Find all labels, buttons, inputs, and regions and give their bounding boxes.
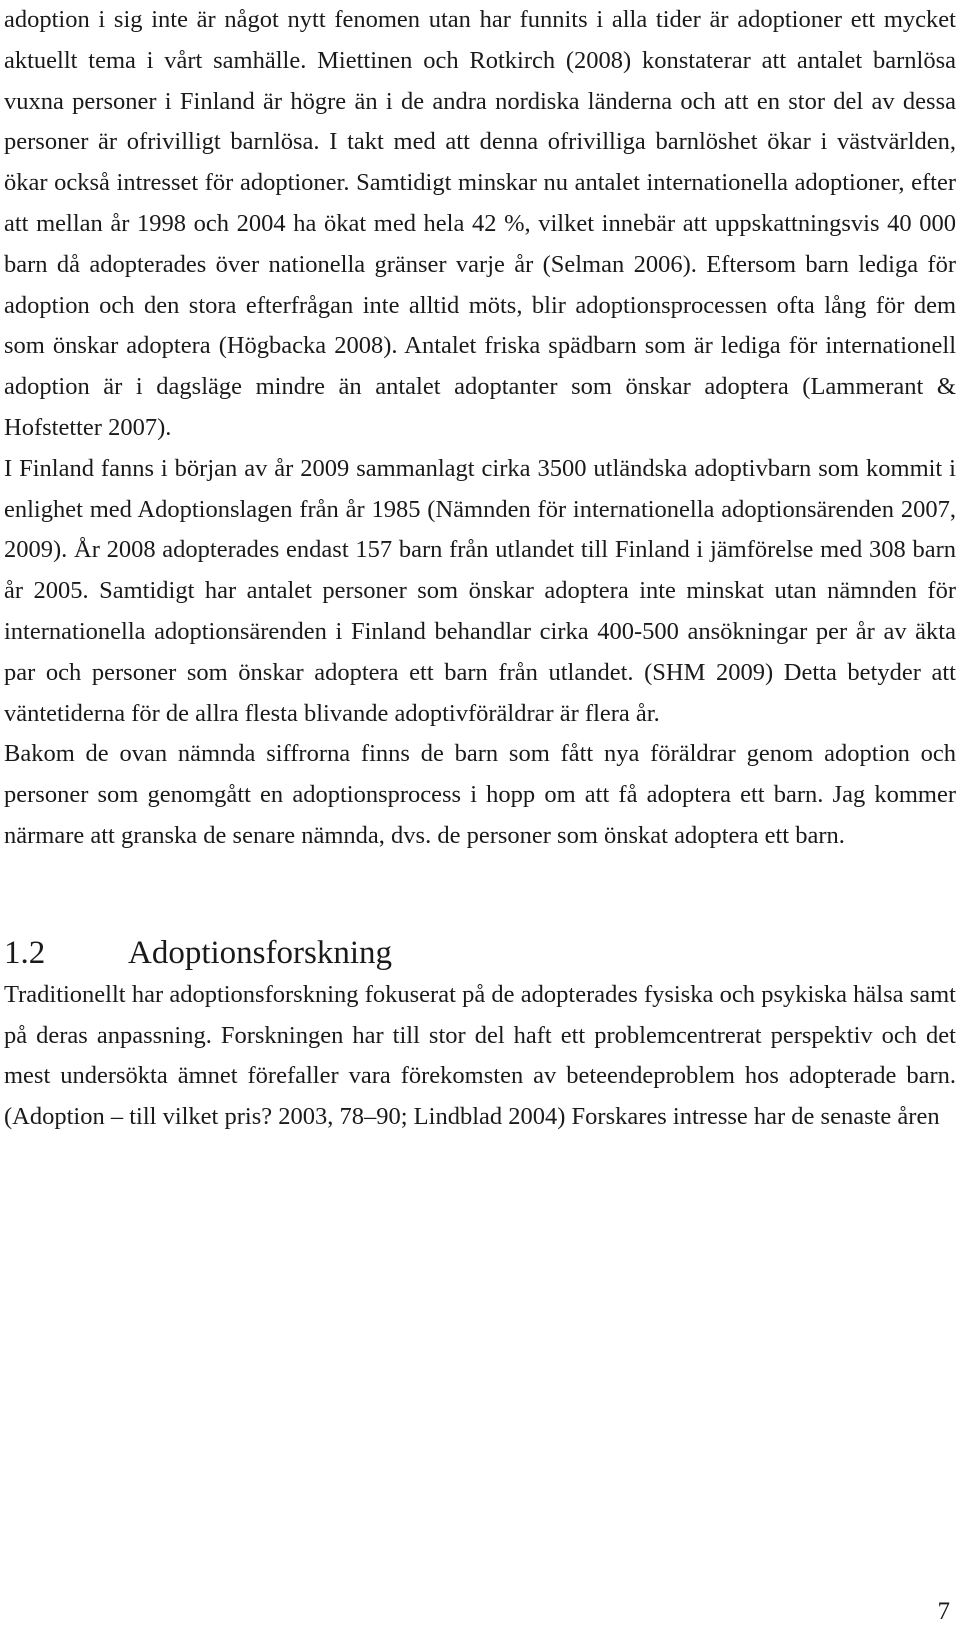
paragraph-adoption-research: Traditionellt har adoptionsforskning fokuserat på de adopterades fysiska och psykiska hälsa samt på deras anpassning. Forskningen har till stor del haft ett problemcentrerat perspektiv och det mest undersökta ämnet förefaller vara förekomsten av beteendeproblem hos adopterade barn. (Adoption – till vilket pris? 2003, 78–90; Lindblad 2004) Forskares intresse har de senaste åren — [4, 980, 956, 1131]
section-title: Adoptionsforskning — [128, 934, 392, 971]
section-heading — [4, 931, 956, 975]
paragraph-adoption-context: adoption i sig inte är något nytt fenomen utan har funnits i alla tider är adoptioner ett mycket aktuellt tema i vårt samhälle. Miettinen och Rotkirch (2008) konstaterar att antalet barnlösa vuxna personer i Finland är högre än i de andra nordiska länderna och att en stor del av dessa personer är ofrivilligt barnlösa. I takt med att denna ofrivilliga barnlöshet ökar i västvärlden, ökar också intresset för adoptioner. Samtidigt minskar nu antalet internationella adoptioner, efter att mellan år 1998 och 2004 ha ökat med hela 42 %, vilket innebär att uppskattningsvis 40 000 barn då adopterades över nationella gränser varje år (Selman 2006). Eftersom barn lediga för adoption och den stora efterfrågan inte alltid möts, blir adoptionsprocessen ofta lång för dem som önskar adoptera (Högbacka 2008). Antalet friska spädbarn som är lediga för internationell adoption är i dagsläge mindre än antalet adoptanter som önskar adoptera (Lammerant & Hofstetter 2007). — [4, 6, 956, 441]
page-body — [4, 0, 956, 1138]
section-number: 1.2 — [4, 934, 46, 971]
paragraph-finland-statistics: I Finland fanns i början av år 2009 sammanlagt cirka 3500 utländska adoptivbarn som kommit i enlighet med Adoptionslagen från år 1985 (Nämnden för internationella adoptionsärenden 2007, 2009). År 2008 adopterades endast 157 barn från utlandet till Finland i jämförelse med 308 barn år 2005. Samtidigt har antalet personer som önskar adoptera inte minskat utan nämnden för internationella adoptionsärenden i Finland behandlar cirka 400-500 ansökningar per år av äkta par och personer som önskar adoptera ett barn från utlandet. (SHM 2009) Detta betyder att väntetiderna för de allra flesta blivande adoptivföräldrar är flera år. — [4, 454, 956, 727]
page-number: 7 — [937, 1598, 950, 1625]
paragraph-research-focus: Bakom de ovan nämnda siffrorna finns de barn som fått nya föräldrar genom adoption och personer som genomgått en adoptionsprocess i hopp om att få adoptera ett barn. Jag kommer närmare att granska de senare nämnda, dvs. de personer som önskat adoptera ett barn. — [4, 740, 956, 849]
